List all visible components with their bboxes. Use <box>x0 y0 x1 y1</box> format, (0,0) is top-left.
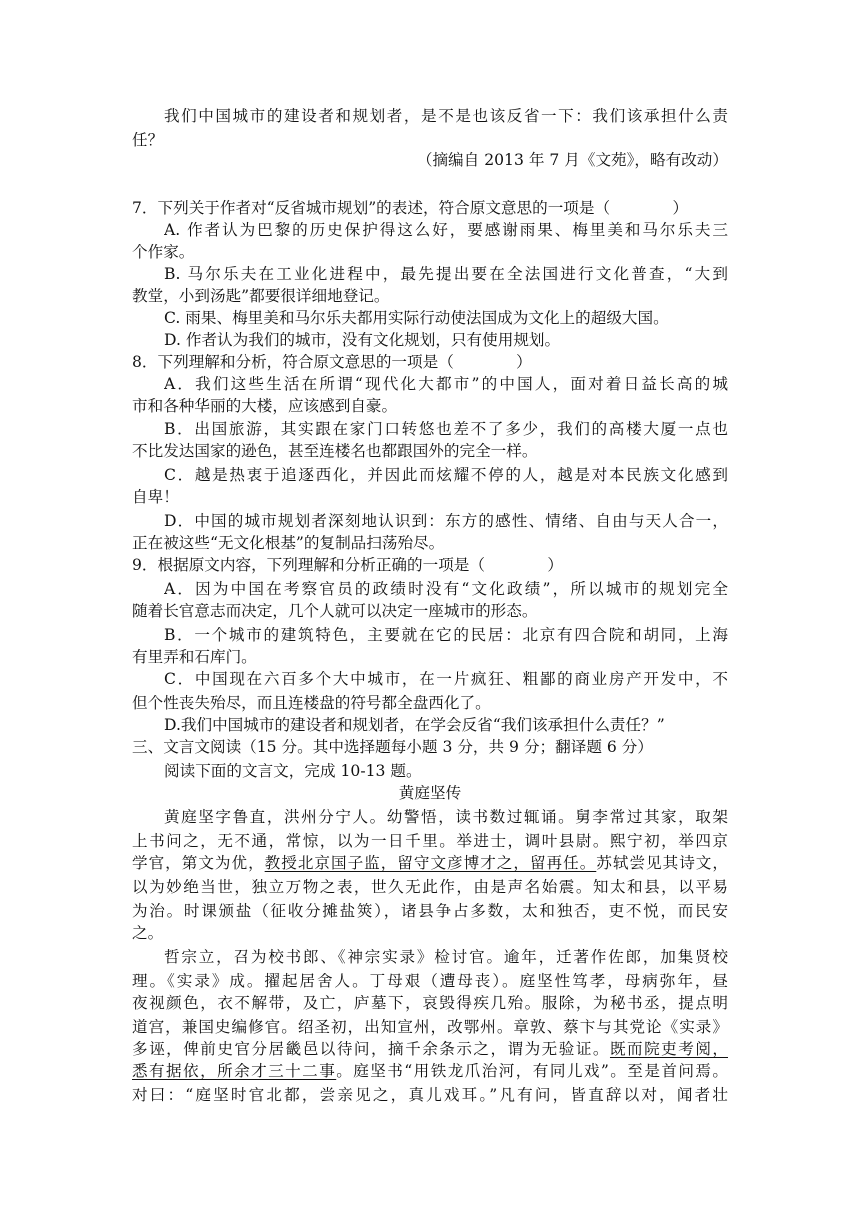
passage-line <box>132 1037 728 1061</box>
q7-option-a: A. 作者认为巴黎的历史保护得这么好，要感谢雨果、梅里美和马尔乐夫三 <box>164 221 728 239</box>
passage-text: 。庭坚书“用铁龙爪治河，有同儿戏”。至是首问焉。 <box>336 1062 728 1080</box>
underlined-sentence: 教授北京国子监，留守文彦博才之，留再任。 <box>264 854 597 872</box>
section-instruction: 阅读下面的文言文，完成 10-13 题。 <box>164 762 422 780</box>
passage-line: 黄庭坚字鲁直，洪州分宁人。幼警悟，读书数过辄诵。舅李常过其家，取架 <box>164 808 728 826</box>
q8-option-b: B．出国旅游，其实跟在家门口转悠也差不了多少，我们的高楼大厦一点也 <box>164 420 728 438</box>
q8-option-c: C．越是热衷于追逐西化，并因此而炫耀不停的人，越是对本民族文化感到 <box>164 466 728 484</box>
q8-option-d: D．中国的城市规划者深刻地认识到：东方的感性、情绪、自由与天人合一， <box>164 512 728 530</box>
q9-option-b: B．一个城市的建筑特色，主要就在它的民居：北京有四合院和胡同，上海 <box>164 626 728 644</box>
q9-option-a-cont: 随着长官意志而决定，几个人就可以决定一座城市的形态。 <box>132 602 538 620</box>
intro-paragraph-line: 任？ <box>132 131 164 149</box>
passage-line: 哲宗立，召为校书郎、《神宗实录》检讨官。逾年，迁著作佐郎，加集贤校 <box>164 948 728 966</box>
q7-option-c: C. 雨果、梅里美和马尔乐夫都用实际行动使法国成为文化上的超级大国。 <box>164 309 669 327</box>
passage-text: 苏轼尝见其诗文， <box>596 854 728 872</box>
q7-option-a-cont: 个作家。 <box>132 243 195 261</box>
underlined-sentence: 悉有据依，所余才三十二事 <box>132 1062 337 1080</box>
passage-line: 夜视颜色，衣不解带，及亡，庐墓下，哀毁得疾几殆。服除，为秘书丞，提点明 <box>132 994 728 1012</box>
passage-line: 对曰：“庭坚时官北都，尝亲见之，真儿戏耳。”凡有问，皆直辞以对，闻者壮 <box>132 1086 728 1104</box>
underlined-sentence: 既而院吏考阅， <box>609 1040 728 1058</box>
question-7-stem: 7．下列关于作者对“反省城市规划”的表述，符合原文意思的一项是（ ） <box>132 199 689 217</box>
passage-title: 黄庭坚传 <box>398 784 462 802</box>
question-9-stem: 9．根据原文内容，下列理解和分析正确的一项是（ ） <box>132 556 563 574</box>
passage-line: 之。 <box>132 924 164 942</box>
q9-option-b-cont: 有里弄和石库门。 <box>132 648 257 666</box>
q9-option-d: D.我们中国城市的建设者和规划者，在学会反省“我们该承担什么责任？” <box>164 716 665 734</box>
q8-option-c-cont: 自卑！ <box>132 488 179 506</box>
passage-line <box>132 851 728 875</box>
q7-option-d: D. 作者认为我们的城市，没有文化规划，只有使用规划。 <box>164 331 561 349</box>
q8-option-a-cont: 市和各种华丽的大楼，应该感到自豪。 <box>132 397 398 415</box>
q7-option-b-cont: 教堂，小到汤匙”都要很详细地登记。 <box>132 287 390 305</box>
passage-text: 学官，第文为优， <box>132 854 265 872</box>
passage-line: 上书问之，无不通，常惊，以为一日千里。举进士，调叶县尉。熙宁初，举四京 <box>132 832 728 850</box>
q9-option-a: A．因为中国在考察官员的政绩时没有“文化政绩”，所以城市的规划完全 <box>164 580 728 598</box>
passage-line: 为治。时课颁盐（征收分摊盐筴），诸县争占多数，太和独否，吏不悦，而民安 <box>132 902 728 920</box>
section-heading: 三、文言文阅读（15 分。其中选择题每小题 3 分，共 9 分；翻译题 6 分） <box>132 738 653 756</box>
q9-option-c-cont: 但个性丧失殆尽，而且连楼盘的符号都全盘西化了。 <box>132 694 491 712</box>
passage-text: 多诬，俾前史官分居畿邑以待问，摘千余条示之，谓为无验证。 <box>132 1040 610 1058</box>
q8-option-d-cont: 正在被这些“无文化根基”的复制品扫荡殆尽。 <box>132 534 445 552</box>
q8-option-b-cont: 不比发达国家的逊色，甚至连楼名也都跟国外的完全一样。 <box>132 442 538 460</box>
q8-option-a: A．我们这些生活在所谓“现代化大都市”的中国人，面对着日益长高的城 <box>164 375 728 393</box>
passage-line: 道宫，兼国史编修官。绍圣初，出知宣州，改鄂州。章敦、蔡卞与其党论《实录》 <box>132 1018 728 1036</box>
question-8-stem: 8．下列理解和分析，符合原文意思的一项是（ ） <box>132 353 532 371</box>
passage-line: 以为妙绝当世，独立万物之表，世久无此作，由是声名始震。知太和县，以平易 <box>132 878 728 896</box>
passage-line <box>132 1059 728 1083</box>
source-citation: （摘编自 2013 年 7 月《文苑》，略有改动） <box>416 151 728 169</box>
intro-paragraph-line: 我们中国城市的建设者和规划者，是不是也该反省一下：我们该承担什么责 <box>164 107 728 125</box>
q7-option-b: B. 马尔乐夫在工业化进程中，最先提出要在全法国进行文化普查，“大到 <box>164 265 728 283</box>
passage-line: 理。《实录》成。擢起居舍人。丁母艰（遭母丧）。庭坚性笃孝，母病弥年，昼 <box>132 972 728 990</box>
q9-option-c: C．中国现在六百多个大中城市，在一片疯狂、粗鄙的商业房产开发中，不 <box>164 670 728 688</box>
